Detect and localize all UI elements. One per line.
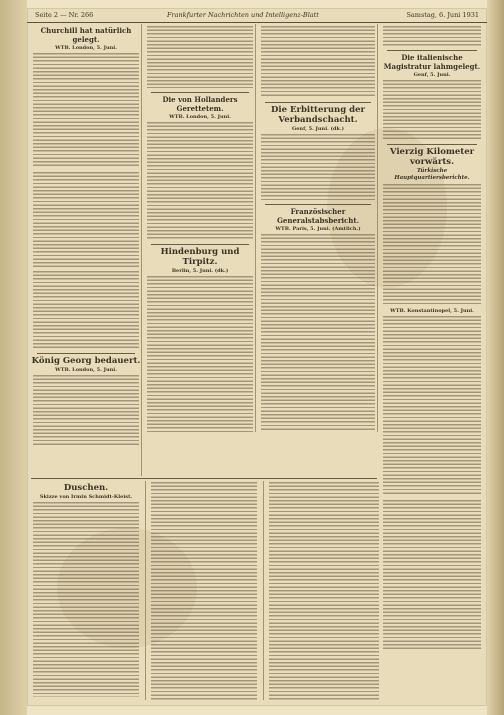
headline: Französischer Generalstabsbericht. <box>276 207 360 225</box>
article-text <box>33 53 139 168</box>
column-3 <box>259 24 378 432</box>
headline: Die von Hollanders Gerettetem. <box>162 95 238 113</box>
dateline: Genf, 5. Juni. <box>413 72 451 78</box>
article-text <box>383 26 481 46</box>
header-page-number: Seite 2 — Nr. 266 <box>35 11 94 19</box>
column-1 <box>31 24 142 476</box>
article-text <box>383 184 481 304</box>
article-text <box>383 500 481 650</box>
header-masthead: Frankfurter Nachrichten und Intelligenz-Blatt <box>167 11 319 19</box>
page-edge-left <box>0 0 27 715</box>
article-text <box>383 80 481 140</box>
column-4 <box>381 24 483 700</box>
dateline: Genf, 5. Juni. (dk.) <box>291 126 345 132</box>
divider <box>37 353 135 354</box>
article-text <box>151 482 257 700</box>
article-text <box>33 375 139 445</box>
article-text <box>261 234 375 432</box>
article-text <box>269 482 379 700</box>
newspaper-page <box>27 8 487 706</box>
article-text <box>33 271 139 349</box>
feuilleton-column-2 <box>145 481 259 700</box>
dateline: WTB. London, 5. Juni. <box>55 45 117 51</box>
article-text <box>147 26 253 88</box>
article-text <box>261 134 375 200</box>
article-text <box>147 122 253 240</box>
divider <box>265 102 371 103</box>
header-date: Samstag, 6. Juni 1931 <box>406 11 479 19</box>
article-text <box>33 172 139 267</box>
dateline: WTB. London, 5. Juni. <box>169 114 231 120</box>
divider <box>151 92 249 93</box>
article-text <box>383 316 481 496</box>
divider <box>387 50 477 51</box>
divider <box>387 144 477 145</box>
article-text <box>33 502 139 697</box>
feuilleton-headline: Duschen. <box>63 483 109 493</box>
feuilleton-column-3 <box>263 481 381 700</box>
dateline: Berlin, 5. Juni. (dk.) <box>171 268 229 274</box>
page-header <box>27 8 487 23</box>
dateline: WTB. Paris, 5. Juni. (Amtlich.) <box>275 226 361 232</box>
divider <box>265 204 371 205</box>
headline: Hindenburg und Tirpitz. <box>160 247 240 267</box>
subheadline: Türkische Hauptquartiersberichte. <box>394 168 470 181</box>
feuilleton-author: Skizze von Irmin Schmidt-Kleist. <box>39 494 133 500</box>
feuilleton-section <box>31 478 377 700</box>
headline: Die italienische Magistratur lahmgelegt. <box>383 53 481 71</box>
dateline: WTB. Konstantinopel, 5. Juni. <box>390 308 474 314</box>
column-2 <box>145 24 256 432</box>
dateline: WTB. London, 5. Juni. <box>55 367 117 373</box>
headline: König Georg bedauert. <box>31 356 141 366</box>
feuilleton-column-1 <box>31 481 141 700</box>
divider <box>151 244 249 245</box>
headline: Die Erbitterung der Verbandschacht. <box>271 105 365 125</box>
headline: Churchill hat natürlich gelegt. <box>40 26 132 44</box>
article-text <box>261 26 375 98</box>
page-edge-right <box>487 0 504 715</box>
headline: Vierzig Kilometer vorwärts. <box>389 147 475 167</box>
article-text <box>147 276 253 432</box>
